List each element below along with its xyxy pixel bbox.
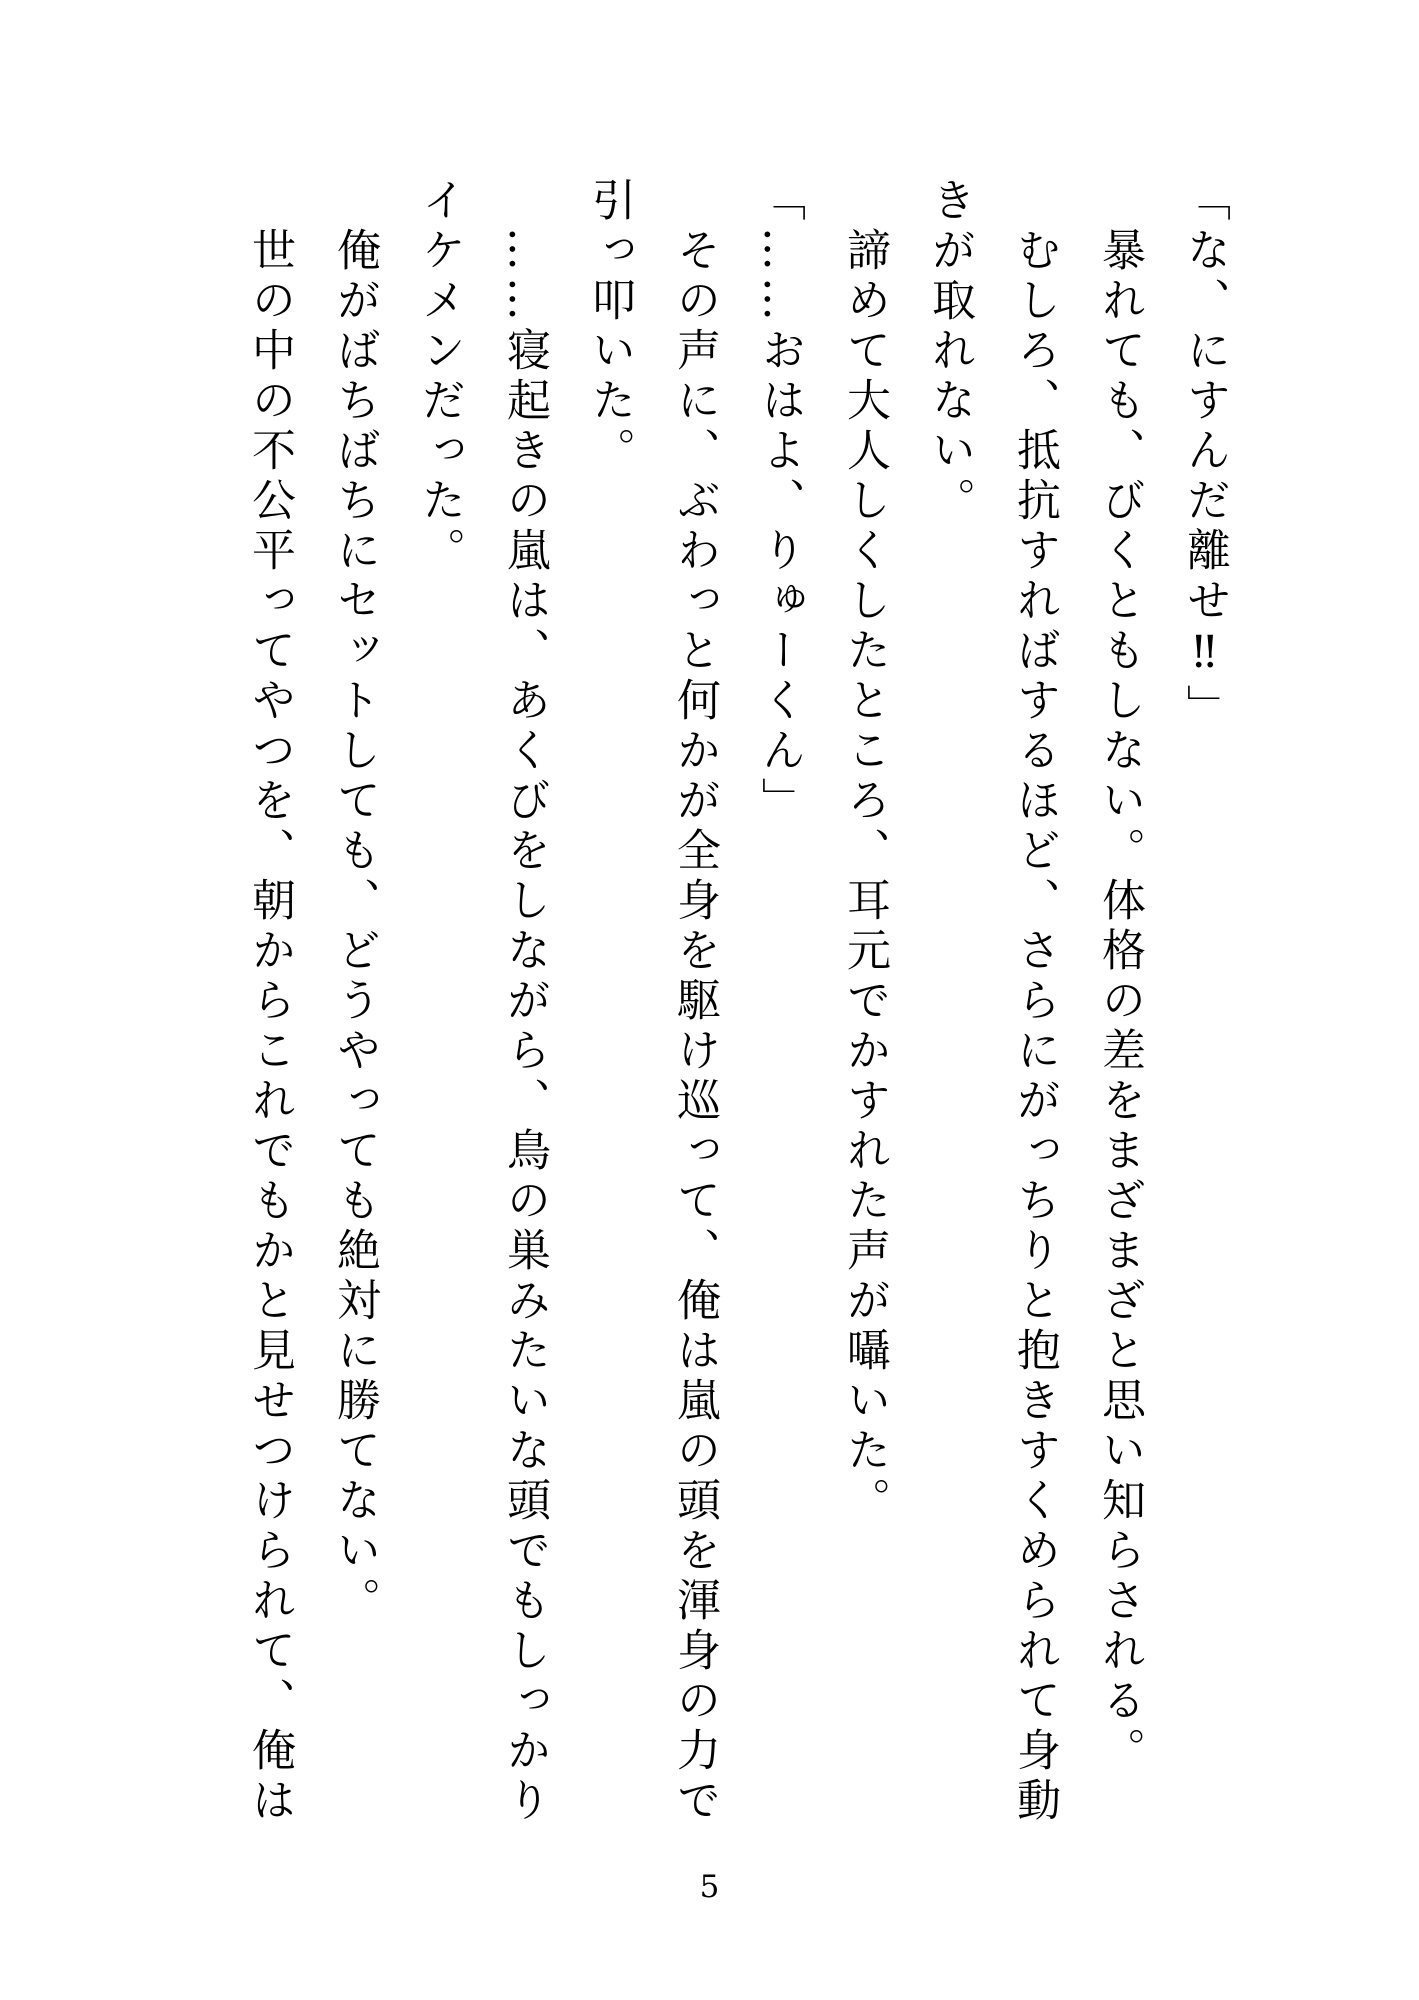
- vertical-text-block: [227, 177, 1247, 1827]
- paragraph: ……寝起きの嵐は、あくびをしながら、鳥の巣みたいな頭でもしっかりイケメンだった。: [414, 177, 550, 1827]
- paragraph: 諦めて大人しくしたところ、耳元でかすれた声が囁いた。: [839, 227, 890, 1527]
- paragraph: その声に、ぶわっと何かが全身を駆け巡って、俺は嵐の頭を渾身の力で引っ叩いた。: [584, 177, 720, 1827]
- paragraph: 世の中の不公平ってやつを、朝からこれでもかと見せつけられて、俺は: [244, 227, 295, 1827]
- paragraph: 「な、にすんだ離せ‼」: [1179, 177, 1230, 734]
- paragraph: 暴れても、びくともしない。体格の差をまざまざと思い知らされる。: [1094, 227, 1145, 1777]
- paragraph: むしろ、抵抗すればするほど、さらにがっちりと抱きすくめられて身動きが取れない。: [924, 177, 1060, 1827]
- page-number: 5: [699, 1869, 720, 1905]
- paragraph: 「……おはよ、りゅーくん」: [754, 177, 805, 827]
- paragraph: 俺がばちばちにセットしても、どうやっても絶対に勝てない。: [329, 227, 380, 1627]
